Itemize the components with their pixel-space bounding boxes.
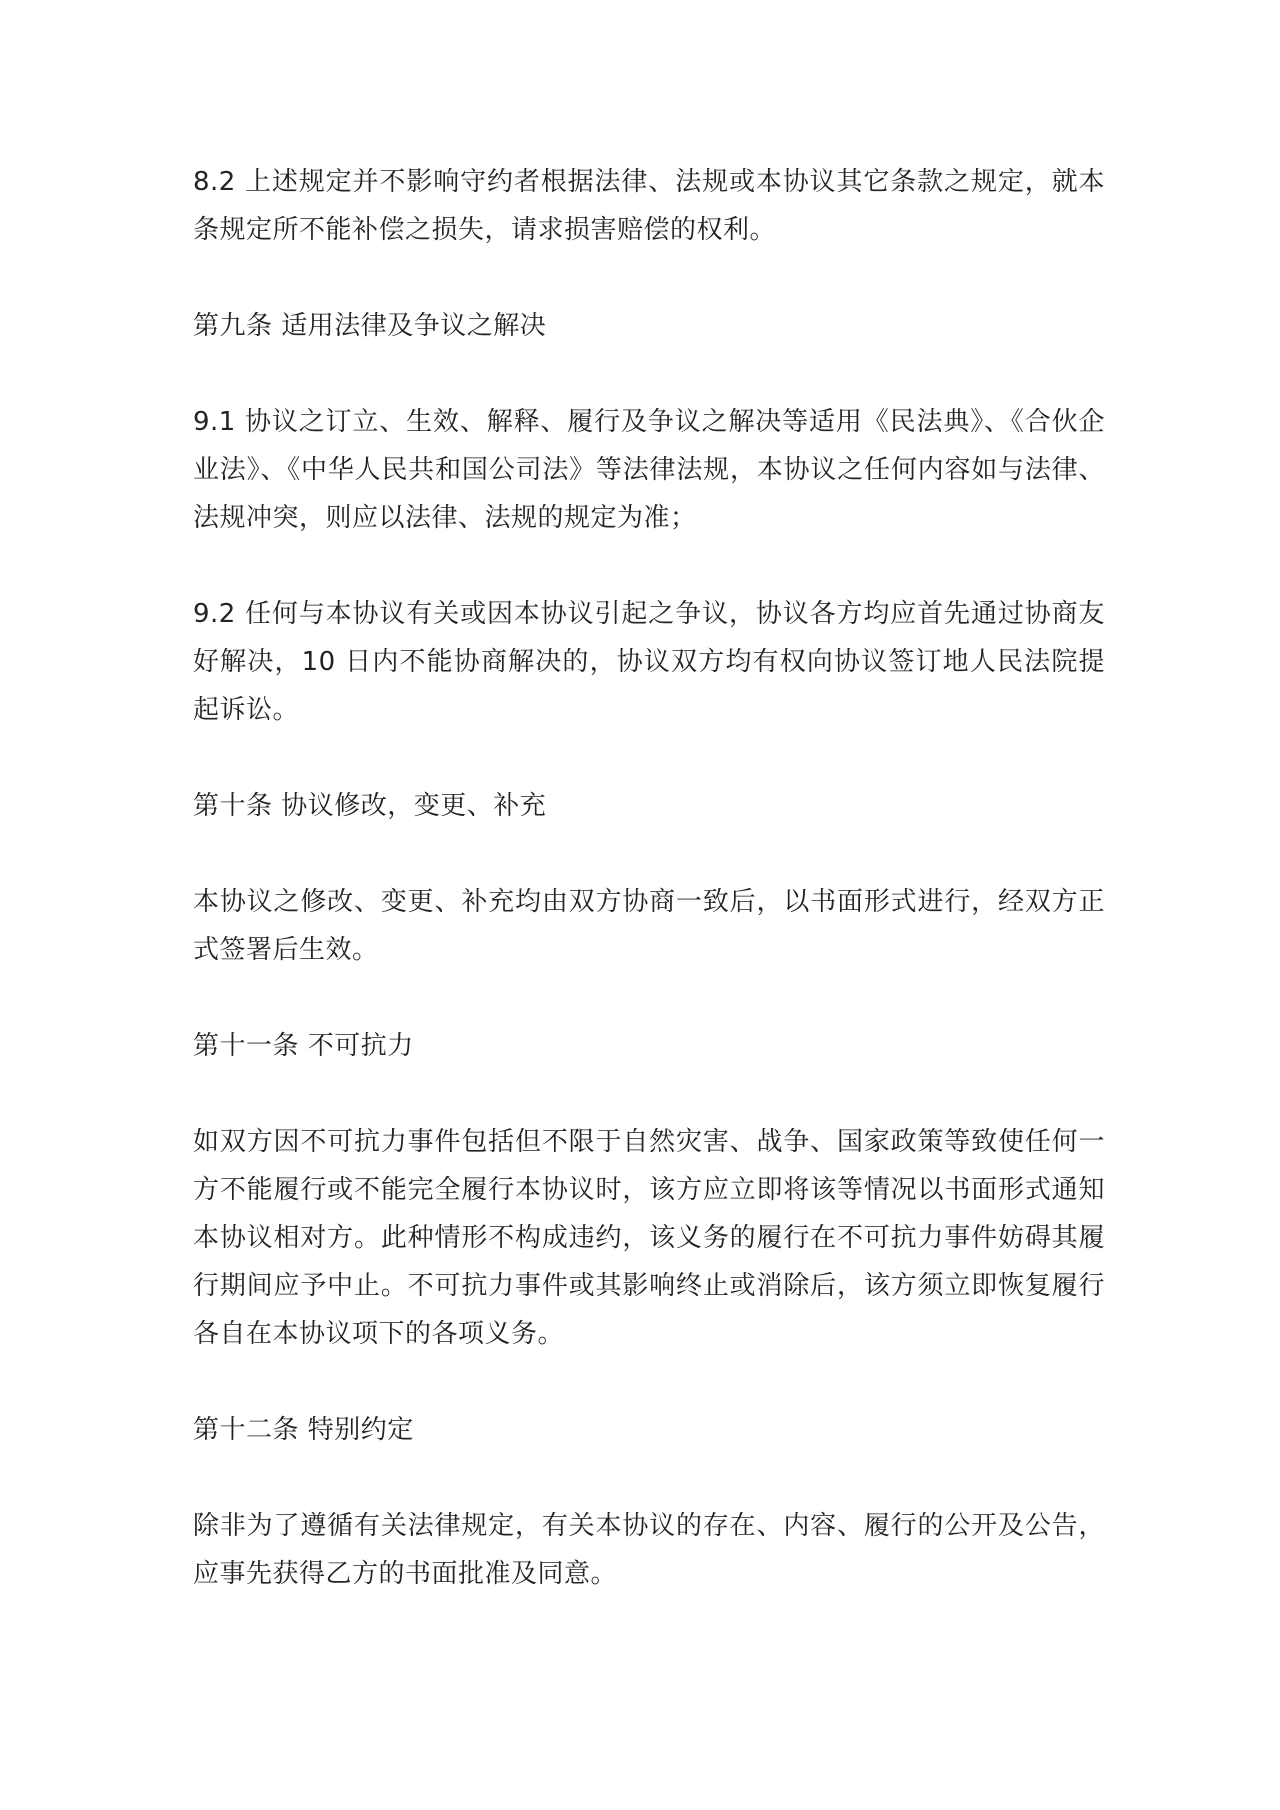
document-body bbox=[193, 158, 1105, 1646]
clause-8-2: 8.2 上述规定并不影响守约者根据法律、法规或本协议其它条款之规定，就本条规定所不能补偿之损失，请求损害赔偿的权利。 bbox=[193, 167, 1105, 245]
article-10-body: 本协议之修改、变更、补充均由双方协商一致后，以书面形式进行，经双方正式签署后生效。 bbox=[193, 887, 1105, 965]
article-10-heading: 第十条 协议修改，变更、补充 bbox=[193, 791, 547, 821]
article-9-heading: 第九条 适用法律及争议之解决 bbox=[193, 311, 547, 341]
article-12-heading: 第十二条 特别约定 bbox=[193, 1415, 414, 1445]
clause-9-2: 9.2 任何与本协议有关或因本协议引起之争议，协议各方均应首先通过协商友好解决，10 日内不能协商解决的，协议双方均有权向协议签订地人民法院提起诉讼。 bbox=[193, 599, 1105, 725]
clause-9-1: 9.1 协议之订立、生效、解释、履行及争议之解决等适用《民法典》、《合伙企业法》、《中华人民共和国公司法》等法律法规，本协议之任何内容如与法律、法规冲突，则应以法律、法规的规定为准； bbox=[193, 407, 1105, 533]
article-12-body: 除非为了遵循有关法律规定，有关本协议的存在、内容、履行的公开及公告，应事先获得乙方的书面批准及同意。 bbox=[193, 1511, 1105, 1589]
article-11-heading: 第十一条 不可抗力 bbox=[193, 1031, 414, 1061]
article-11-body: 如双方因不可抗力事件包括但不限于自然灾害、战争、国家政策等致使任何一方不能履行或不能完全履行本协议时，该方应立即将该等情况以书面形式通知本协议相对方。此种情形不构成违约，该义务的履行在不可抗力事件妨碍其履行期间应予中止。不可抗力事件或其影响终止或消除后，该方须立即恢复履行各自在本协议项下的各项义务。 bbox=[193, 1127, 1105, 1349]
